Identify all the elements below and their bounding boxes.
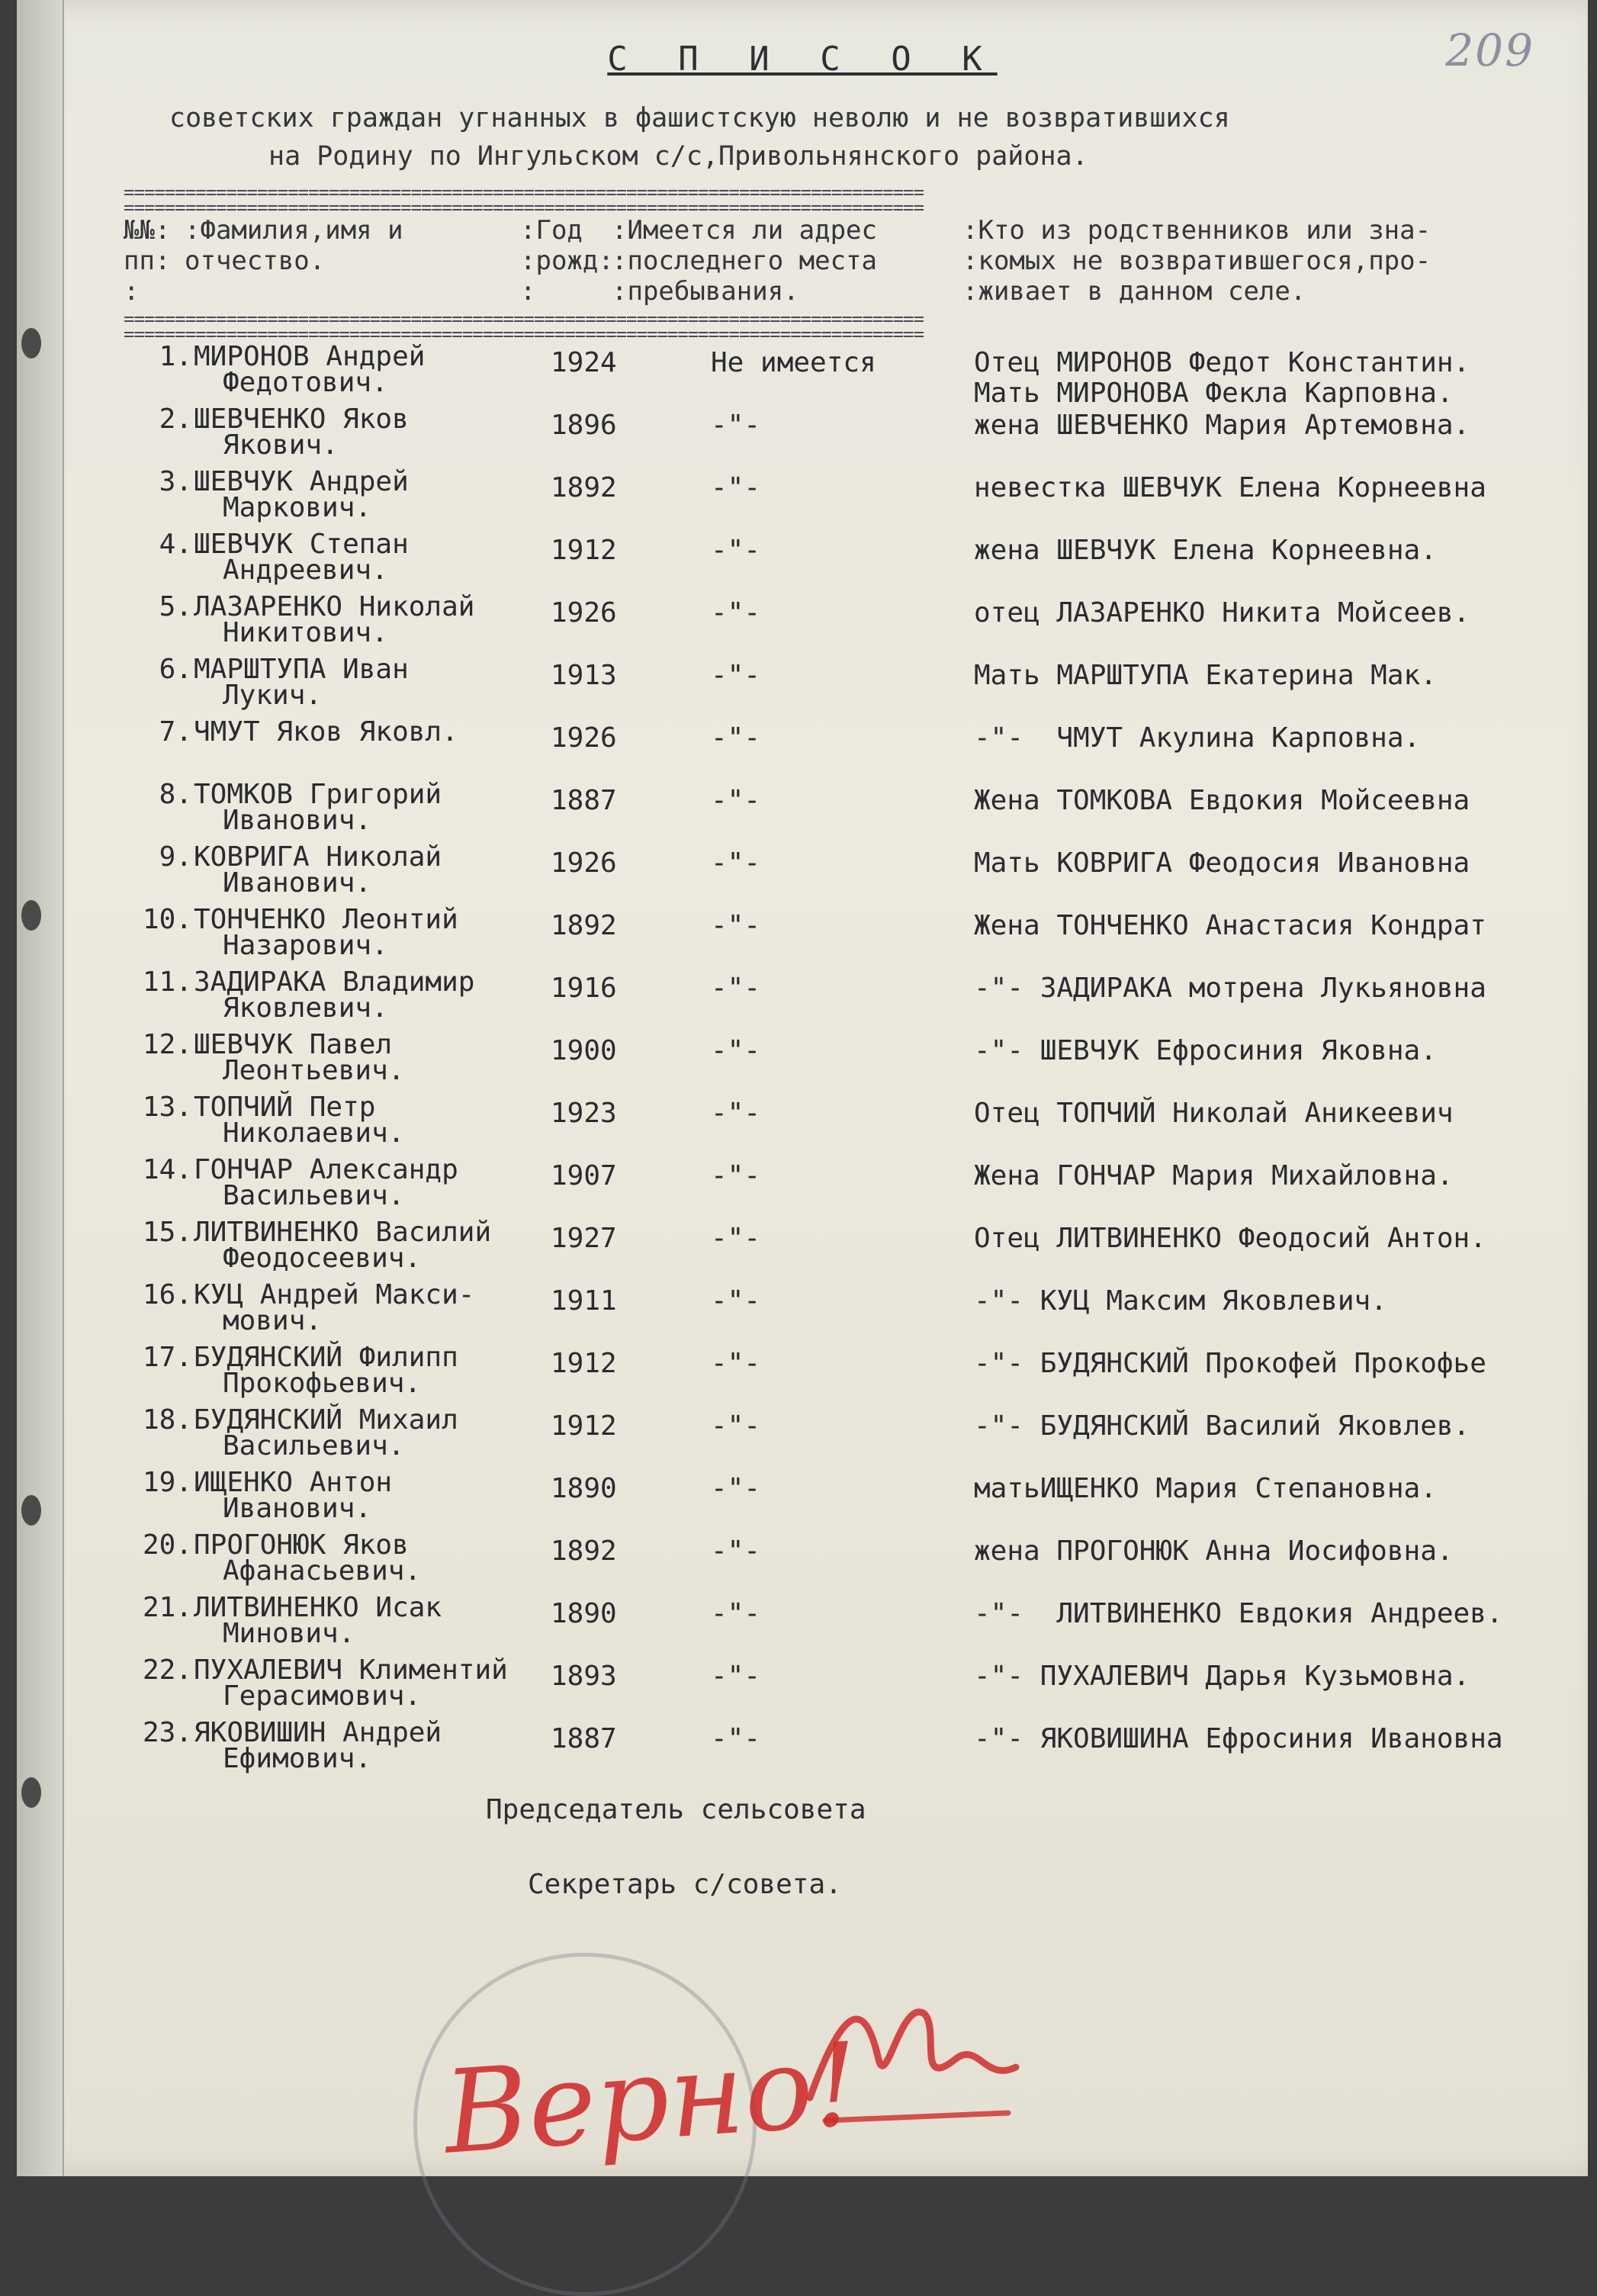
document-page [17, 0, 1588, 2180]
row-birth-year: 1892 [551, 910, 617, 941]
row-address-status: -"- [711, 973, 761, 1004]
row-patronymic: Яковлевич. [223, 992, 388, 1024]
table-row [124, 1405, 1595, 1466]
handwritten-verified-note: Верно! [439, 2018, 863, 2180]
row-relative: -"- ЧМУТ Акулина Карповна. [974, 722, 1421, 754]
binding-strip [17, 0, 64, 2176]
row-address-status: -"- [711, 1223, 761, 1254]
subtitle-line-1: советских граждан угнанных в фашистскую неволю и не возвратившихся [169, 103, 1230, 133]
row-birth-year: 1916 [551, 973, 617, 1004]
row-surname-name: ЛИТВИНЕНКО Исак [194, 1592, 442, 1623]
row-number: 12. [142, 1029, 192, 1060]
table-row [124, 654, 1595, 715]
header-name: :Фамилия,имя и отчество. [185, 215, 403, 276]
row-surname-name: ГОНЧАР Александр [194, 1154, 458, 1185]
row-relative: отец ЛАЗАРЕНКО Никита Мойсеев. [974, 597, 1470, 629]
row-birth-year: 1926 [551, 597, 617, 629]
row-relative: -"- КУЦ Максим Яковлевич. [974, 1285, 1387, 1317]
row-birth-year: 1890 [551, 1598, 617, 1629]
row-birth-year: 1927 [551, 1223, 617, 1254]
row-number: 8. [159, 779, 192, 810]
row-surname-name: ШЕВЧУК Андрей [194, 466, 409, 497]
row-patronymic: Иванович. [223, 805, 372, 836]
row-patronymic: Андреевич. [223, 555, 388, 586]
row-number: 21. [142, 1592, 192, 1623]
row-patronymic: Якович. [223, 429, 339, 461]
row-birth-year: 1926 [551, 722, 617, 754]
row-number: 7. [159, 716, 192, 748]
row-patronymic: Прокофьевич. [223, 1368, 422, 1399]
table-row [124, 1030, 1595, 1091]
table-row [124, 842, 1595, 903]
row-address-status: -"- [711, 722, 761, 754]
row-relative: жена ШЕВЧЕНКО Мария Артемовна. [974, 410, 1470, 441]
row-birth-year: 1907 [551, 1160, 617, 1191]
row-relative: -"- ПУХАЛЕВИЧ Дарья Кузьмовна. [974, 1661, 1470, 1692]
row-number: 23. [142, 1717, 192, 1748]
row-relative: Отец ЛИТВИНЕНКО Феодосий Антон. [974, 1223, 1486, 1254]
row-surname-name: МИРОНОВ Андрей [194, 341, 426, 372]
row-relative: жена ПРОГОНЮК Анна Иосифовна. [974, 1535, 1454, 1567]
row-relative: Жена ГОНЧАР Мария Михайловна. [974, 1160, 1454, 1191]
row-relative: Отец МИРОНОВ Федот Константин. Мать МИРОНОВА Фекла Карповна. [974, 347, 1470, 409]
row-surname-name: ШЕВЧЕНКО Яков [194, 404, 409, 435]
table-row [124, 1092, 1595, 1153]
row-patronymic: мович. [223, 1305, 323, 1336]
row-relative: -"- ЛИТВИНЕНКО Евдокия Андреев. [974, 1598, 1503, 1629]
row-patronymic: Минович. [223, 1618, 355, 1649]
table-row [124, 1468, 1595, 1529]
row-relative: Мать МАРШТУПА Екатерина Мак. [974, 660, 1437, 691]
row-relative: -"- ЯКОВИШИНА Ефросиния Ивановна [974, 1723, 1503, 1754]
row-patronymic: Ефимович. [223, 1743, 372, 1774]
row-number: 15. [142, 1217, 192, 1248]
row-number: 19. [142, 1467, 192, 1498]
table-row [124, 529, 1595, 590]
row-birth-year: 1890 [551, 1473, 617, 1504]
table-row [124, 341, 1595, 409]
row-patronymic: Иванович. [223, 1493, 372, 1524]
table-row [124, 1593, 1595, 1654]
table-row [124, 1280, 1595, 1341]
row-birth-year: 1892 [551, 472, 617, 503]
row-number: 18. [142, 1404, 192, 1436]
row-address-status: -"- [711, 1035, 761, 1066]
punch-hole [21, 1495, 41, 1526]
row-relative: матьИЩЕНКО Мария Степановна. [974, 1473, 1437, 1504]
table-row [124, 967, 1595, 1028]
row-surname-name: КУЦ Андрей Макси- [194, 1279, 475, 1310]
separator-line: ============================================================================== [124, 308, 924, 330]
subtitle-line-2: на Родину по Ингульском с/с,Привольнянского района. [268, 141, 1088, 172]
row-number: 14. [142, 1154, 192, 1185]
row-surname-name: ШЕВЧУК Степан [194, 529, 409, 560]
table-row [124, 780, 1595, 841]
table-row [124, 467, 1595, 528]
row-surname-name: ЛИТВИНЕНКО Василий [194, 1217, 492, 1248]
row-address-status: -"- [711, 1098, 761, 1129]
row-patronymic: Феодосеевич. [223, 1243, 422, 1274]
header-relatives: :Кто из родственников или зна- :комых не возвратившегося,про- :живает в данном селе. [962, 215, 1432, 307]
row-relative: Жена ТОНЧЕНКО Анастасия Кондрат [974, 910, 1486, 941]
row-number: 6. [159, 654, 192, 685]
row-address-status: -"- [711, 1410, 761, 1442]
separator-line: ============================================================================== [124, 197, 924, 218]
punch-hole [21, 900, 41, 931]
row-patronymic: Федотович. [223, 367, 388, 398]
row-surname-name: БУДЯНСКИЙ Филипп [194, 1342, 458, 1373]
row-address-status: -"- [711, 410, 761, 441]
punch-hole [21, 328, 41, 359]
row-birth-year: 1911 [551, 1285, 617, 1317]
row-relative: невестка ШЕВЧУК Елена Корнеевна [974, 472, 1486, 503]
row-surname-name: КОВРИГА Николай [194, 841, 442, 873]
table-row [124, 1655, 1595, 1716]
row-address-status: -"- [711, 847, 761, 879]
row-patronymic: Васильевич. [223, 1180, 405, 1211]
row-surname-name: ЛАЗАРЕНКО Николай [194, 591, 475, 622]
row-patronymic: Маркович. [223, 492, 372, 523]
table-row [124, 1217, 1595, 1278]
table-row [124, 1530, 1595, 1591]
table-row [124, 1343, 1595, 1404]
separator-line: ============================================================================== [124, 323, 924, 345]
row-address-status: Не имеется [711, 347, 876, 378]
row-number: 4. [159, 529, 192, 560]
table-row [124, 1155, 1595, 1216]
row-patronymic: Васильевич. [223, 1430, 405, 1462]
header-number: №№: пп: : [124, 215, 171, 307]
row-surname-name: ТОНЧЕНКО Леонтий [194, 904, 458, 935]
row-birth-year: 1912 [551, 1348, 617, 1379]
row-number: 10. [142, 904, 192, 935]
table-row [124, 905, 1595, 966]
row-address-status: -"- [711, 660, 761, 691]
row-address-status: -"- [711, 597, 761, 629]
row-address-status: -"- [711, 1160, 761, 1191]
row-patronymic: Герасимович. [223, 1680, 422, 1712]
row-birth-year: 1923 [551, 1098, 617, 1129]
row-address-status: -"- [711, 1723, 761, 1754]
row-number: 2. [159, 404, 192, 435]
table-row [124, 717, 1595, 778]
row-address-status: -"- [711, 785, 761, 816]
row-patronymic: Лукич. [223, 680, 323, 711]
row-address-status: -"- [711, 535, 761, 566]
header-year: :Год :рожд: : [520, 215, 614, 307]
row-address-status: -"- [711, 1348, 761, 1379]
row-birth-year: 1912 [551, 535, 617, 566]
row-patronymic: Николаевич. [223, 1117, 405, 1149]
row-relative: Жена ТОМКОВА Евдокия Мойсеевна [974, 785, 1470, 816]
archive-page-number: 209 [1445, 24, 1534, 76]
separator-line: ============================================================================== [124, 182, 924, 203]
row-address-status: -"- [711, 1535, 761, 1567]
row-relative: -"- ШЕВЧУК Ефросиния Яковна. [974, 1035, 1437, 1066]
row-address-status: -"- [711, 472, 761, 503]
row-surname-name: ЧМУТ Яков Яковл. [194, 716, 458, 748]
row-birth-year: 1912 [551, 1410, 617, 1442]
document-subtitle [169, 99, 1542, 175]
row-surname-name: ЯКОВИШИН Андрей [194, 1717, 442, 1748]
punch-hole [21, 1777, 41, 1808]
row-birth-year: 1926 [551, 847, 617, 879]
row-address-status: -"- [711, 910, 761, 941]
row-birth-year: 1892 [551, 1535, 617, 1567]
secretary-signature-line: Секретарь с/совета. [528, 1869, 842, 1900]
document-title: С П И С О К [607, 40, 998, 79]
row-surname-name: ШЕВЧУК Павел [194, 1029, 393, 1060]
row-birth-year: 1900 [551, 1035, 617, 1066]
row-birth-year: 1896 [551, 410, 617, 441]
row-surname-name: ПРОГОНЮК Яков [194, 1529, 409, 1561]
row-relative: Отец ТОПЧИЙ Николай Аникеевич [974, 1098, 1454, 1129]
row-birth-year: 1924 [551, 347, 617, 378]
row-number: 16. [142, 1279, 192, 1310]
row-address-status: -"- [711, 1285, 761, 1317]
row-patronymic: Афанасьевич. [223, 1555, 422, 1587]
table-row [124, 404, 1595, 465]
row-birth-year: 1887 [551, 785, 617, 816]
table-row [124, 1718, 1595, 1779]
row-surname-name: БУДЯНСКИЙ Михаил [194, 1404, 458, 1436]
row-address-status: -"- [711, 1598, 761, 1629]
row-address-status: -"- [711, 1473, 761, 1504]
row-surname-name: ТОПЧИЙ Петр [194, 1092, 376, 1123]
row-number: 9. [159, 841, 192, 873]
row-surname-name: ЗАДИРАКА Владимир [194, 966, 475, 998]
row-patronymic: Назарович. [223, 930, 388, 961]
row-surname-name: ПУХАЛЕВИЧ Климентий [194, 1654, 508, 1686]
row-relative: Мать КОВРИГА Феодосия Ивановна [974, 847, 1470, 879]
row-patronymic: Иванович. [223, 867, 372, 899]
row-number: 11. [142, 966, 192, 998]
row-address-status: -"- [711, 1661, 761, 1692]
row-birth-year: 1893 [551, 1661, 617, 1692]
row-relative: жена ШЕВЧУК Елена Корнеевна. [974, 535, 1437, 566]
row-number: 20. [142, 1529, 192, 1561]
row-patronymic: Леонтьевич. [223, 1055, 405, 1086]
row-surname-name: МАРШТУПА Иван [194, 654, 409, 685]
row-surname-name: ИЩЕНКО Антон [194, 1467, 393, 1498]
row-patronymic: Никитович. [223, 617, 388, 648]
row-number: 22. [142, 1654, 192, 1686]
row-number: 13. [142, 1092, 192, 1123]
table-row [124, 592, 1595, 653]
chairman-signature-line: Председатель сельсовета [486, 1794, 866, 1825]
row-relative: -"- БУДЯНСКИЙ Прокофей Прокофье [974, 1348, 1486, 1379]
row-relative: -"- ЗАДИРАКА мотрена Лукьяновна [974, 973, 1486, 1004]
row-number: 17. [142, 1342, 192, 1373]
row-birth-year: 1887 [551, 1723, 617, 1754]
row-number: 3. [159, 466, 192, 497]
header-address: :Имеется ли адрес :последнего места :пребывания. [612, 215, 877, 307]
row-birth-year: 1913 [551, 660, 617, 691]
row-surname-name: ТОМКОВ Григорий [194, 779, 442, 810]
handwritten-signature [795, 1968, 1023, 2136]
row-number: 1. [159, 341, 192, 372]
row-number: 5. [159, 591, 192, 622]
row-relative: -"- БУДЯНСКИЙ Василий Яковлев. [974, 1410, 1470, 1442]
